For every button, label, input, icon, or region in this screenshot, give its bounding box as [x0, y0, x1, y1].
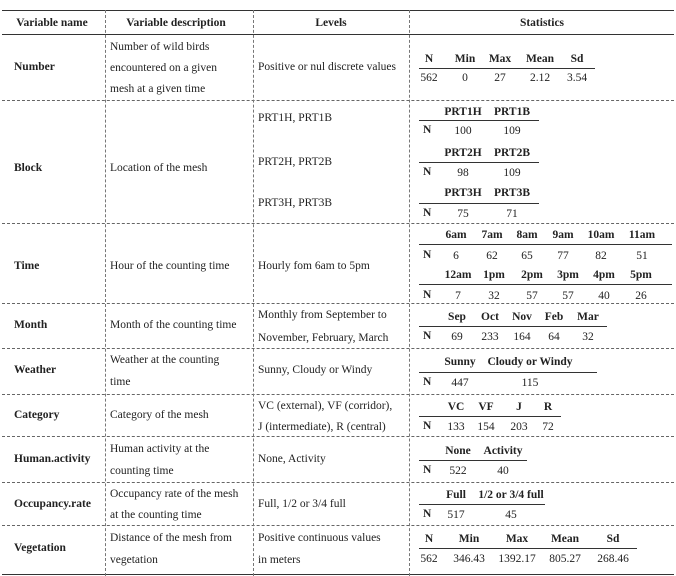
row-separator: [2, 303, 674, 304]
variable-description: Number of wild birds: [110, 41, 210, 53]
variable-description: Weather at the counting: [110, 354, 220, 366]
stat-n-label: N: [423, 207, 432, 219]
stat-value: 32: [488, 290, 500, 302]
stat-value: 62: [486, 250, 498, 262]
stat-value: 57: [526, 290, 538, 302]
row-separator: [2, 223, 674, 224]
stat-rule: [419, 68, 595, 69]
stat-header: VF: [478, 401, 494, 413]
header-levels: Levels: [315, 17, 347, 29]
stat-header: 1pm: [483, 269, 505, 281]
stat-n-label: N: [423, 376, 432, 388]
stat-header: N: [424, 533, 434, 545]
stat-rule: [419, 162, 539, 163]
stat-header: Nov: [512, 311, 532, 323]
stat-value: 51: [636, 250, 648, 262]
stat-header: VC: [447, 401, 465, 413]
stat-header: Mean: [550, 533, 580, 545]
stat-header: Max: [505, 533, 529, 545]
stat-n-label: N: [423, 330, 432, 342]
stat-header: Feb: [544, 311, 564, 323]
stat-value: 109: [503, 167, 521, 179]
stat-n-label: N: [423, 249, 432, 261]
stat-header: 6am: [445, 229, 467, 241]
variable-description: mesh at a given time: [110, 83, 206, 95]
stat-rule: [419, 284, 672, 285]
stat-value: 3.54: [566, 72, 588, 84]
variable-name: Occupancy.rate: [14, 498, 91, 510]
stat-header: Oct: [481, 311, 499, 323]
stat-value: 115: [521, 377, 539, 389]
stat-value: 233: [481, 331, 499, 343]
stat-rule: [419, 460, 527, 461]
row-separator: [2, 394, 674, 395]
table-bottom-rule: [2, 574, 674, 575]
stat-value: 133: [447, 421, 465, 433]
stat-value: 77: [557, 250, 569, 262]
variable-name: Block: [14, 162, 43, 174]
stat-header: Sd: [570, 53, 584, 65]
header-statistics: Statistics: [519, 17, 565, 29]
row-separator: [2, 525, 674, 526]
variable-levels: in meters: [258, 554, 301, 566]
variable-levels: PRT2H, PRT2B: [258, 156, 333, 168]
variable-levels: PRT3H, PRT3B: [258, 197, 333, 209]
row-separator: [2, 348, 674, 349]
stat-header: 11am: [628, 229, 656, 241]
row-separator: [2, 482, 674, 483]
stat-n-label: N: [423, 289, 432, 301]
stat-value: 71: [506, 208, 518, 220]
variable-levels: Hourly fom 6am to 5pm: [258, 260, 370, 272]
variable-description: counting time: [110, 465, 174, 477]
stat-value: 805.27: [549, 553, 581, 565]
stat-header: 7am: [481, 229, 503, 241]
stat-value: 65: [521, 250, 533, 262]
variable-levels: J (intermediate), R (central): [258, 421, 386, 433]
variable-name: Category: [14, 409, 60, 421]
stat-header: Max: [488, 53, 512, 65]
stat-value: 562: [420, 553, 438, 565]
stat-n-label: N: [423, 124, 432, 136]
table-top-rule: [2, 10, 674, 11]
row-separator: [2, 436, 674, 437]
variable-levels: Positive or nul discrete values: [258, 61, 396, 73]
header-variable-name: Variable name: [16, 17, 88, 29]
stat-rule: [419, 203, 539, 204]
variable-levels: November, February, March: [258, 332, 389, 344]
stat-value: 7: [455, 290, 461, 302]
stat-rule: [419, 372, 597, 373]
stat-value: 57: [562, 290, 574, 302]
stat-value: 522: [449, 465, 467, 477]
stat-header: 10am: [587, 229, 615, 241]
variable-name: Vegetation: [14, 542, 66, 554]
variable-name: Weather: [14, 364, 57, 376]
header-variable-description: Variable description: [126, 17, 226, 29]
variable-levels: Full, 1/2 or 3/4 full: [258, 498, 346, 510]
stat-header: 1/2 or 3/4 full: [478, 489, 544, 501]
stat-header: None: [445, 445, 471, 457]
stat-header: Sep: [448, 311, 466, 323]
stat-header: PRT1H: [444, 106, 482, 118]
stat-header: 9am: [552, 229, 574, 241]
variable-levels: Positive continuous values: [258, 532, 381, 544]
stat-rule: [419, 326, 607, 327]
variable-description: Location of the mesh: [110, 162, 208, 174]
stat-rule: [419, 244, 672, 245]
stat-value: 98: [457, 167, 469, 179]
column-separator: [105, 10, 106, 576]
stat-header: PRT2B: [493, 147, 531, 159]
stat-value: 109: [503, 125, 521, 137]
stat-header: Mean: [525, 53, 555, 65]
stat-value: 40: [598, 290, 610, 302]
stat-header: PRT3H: [444, 187, 482, 199]
stat-header: R: [543, 401, 553, 413]
variable-description: encountered on a given: [110, 62, 217, 74]
stat-header: PRT1B: [493, 106, 531, 118]
stat-header: 5pm: [630, 269, 652, 281]
stat-header: Min: [458, 533, 480, 545]
variable-name: Number: [14, 61, 55, 73]
stat-value: 45: [505, 509, 517, 521]
variable-description: Distance of the mesh from: [110, 532, 232, 544]
stat-value: 517: [447, 509, 465, 521]
stat-header: 12am: [444, 269, 472, 281]
variable-levels: VC (external), VF (corridor),: [258, 400, 393, 412]
stat-value: 346.43: [453, 553, 485, 565]
stat-value: 203: [510, 421, 528, 433]
variable-name: Human.activity: [14, 453, 91, 465]
stat-n-label: N: [423, 420, 432, 432]
stat-value: 75: [457, 208, 469, 220]
stat-value: 447: [451, 377, 469, 389]
stat-n-label: N: [423, 166, 432, 178]
stat-header: J: [516, 401, 522, 413]
stat-value: 2.12: [529, 72, 551, 84]
stat-value: 82: [595, 250, 607, 262]
stat-header: 8am: [516, 229, 538, 241]
variable-name: Time: [14, 260, 40, 272]
stat-value: 164: [513, 331, 531, 343]
variable-description: time: [110, 376, 131, 388]
stat-header: Mar: [577, 311, 599, 323]
variable-description: at the counting time: [110, 509, 202, 521]
header-rule: [2, 34, 674, 35]
variable-levels: Monthly from September to: [258, 309, 387, 321]
stat-header: PRT2H: [444, 147, 482, 159]
stat-rule: [419, 416, 561, 417]
variable-description: Human activity at the: [110, 443, 210, 455]
stat-rule: [419, 504, 545, 505]
column-separator: [409, 10, 410, 576]
stat-header: N: [424, 53, 434, 65]
stat-value: 1392.17: [498, 553, 536, 565]
variable-levels: Sunny, Cloudy or Windy: [258, 364, 373, 376]
stat-header: 3pm: [557, 269, 579, 281]
stat-value: 154: [477, 421, 495, 433]
stat-n-label: N: [423, 508, 432, 520]
stat-header: PRT3B: [493, 187, 531, 199]
stat-header: Activity: [483, 445, 523, 457]
stat-value: 26: [635, 290, 647, 302]
stat-value: 32: [582, 331, 594, 343]
stat-value: 6: [453, 250, 459, 262]
stat-rule: [419, 120, 539, 121]
variable-levels: None, Activity: [258, 453, 326, 465]
stat-value: 100: [454, 125, 472, 137]
stat-value: 72: [542, 421, 554, 433]
stat-header: 4pm: [593, 269, 615, 281]
stat-header: 2pm: [521, 269, 543, 281]
variable-description: vegetation: [110, 554, 158, 566]
variable-description: Hour of the counting time: [110, 260, 230, 272]
stat-value: 0: [462, 72, 468, 84]
stat-header: Full: [446, 489, 466, 501]
stat-header: Min: [454, 53, 476, 65]
stat-value: 64: [548, 331, 560, 343]
stat-header: Sd: [606, 533, 620, 545]
stat-value: 27: [494, 72, 506, 84]
variable-name: Month: [14, 319, 48, 331]
stat-header: Cloudy or Windy: [487, 356, 573, 368]
stat-rule: [419, 548, 637, 549]
row-separator: [2, 100, 674, 101]
variable-description: Category of the mesh: [110, 409, 209, 421]
stat-n-label: N: [423, 464, 432, 476]
stat-value: 268.46: [597, 553, 629, 565]
stat-value: 40: [497, 465, 509, 477]
variable-description: Occupancy rate of the mesh: [110, 488, 239, 500]
variable-description: Month of the counting time: [110, 319, 237, 331]
stat-value: 69: [451, 331, 463, 343]
stat-value: 562: [420, 72, 438, 84]
column-separator: [253, 10, 254, 576]
variable-levels: PRT1H, PRT1B: [258, 112, 333, 124]
stat-header: Sunny: [444, 356, 476, 368]
